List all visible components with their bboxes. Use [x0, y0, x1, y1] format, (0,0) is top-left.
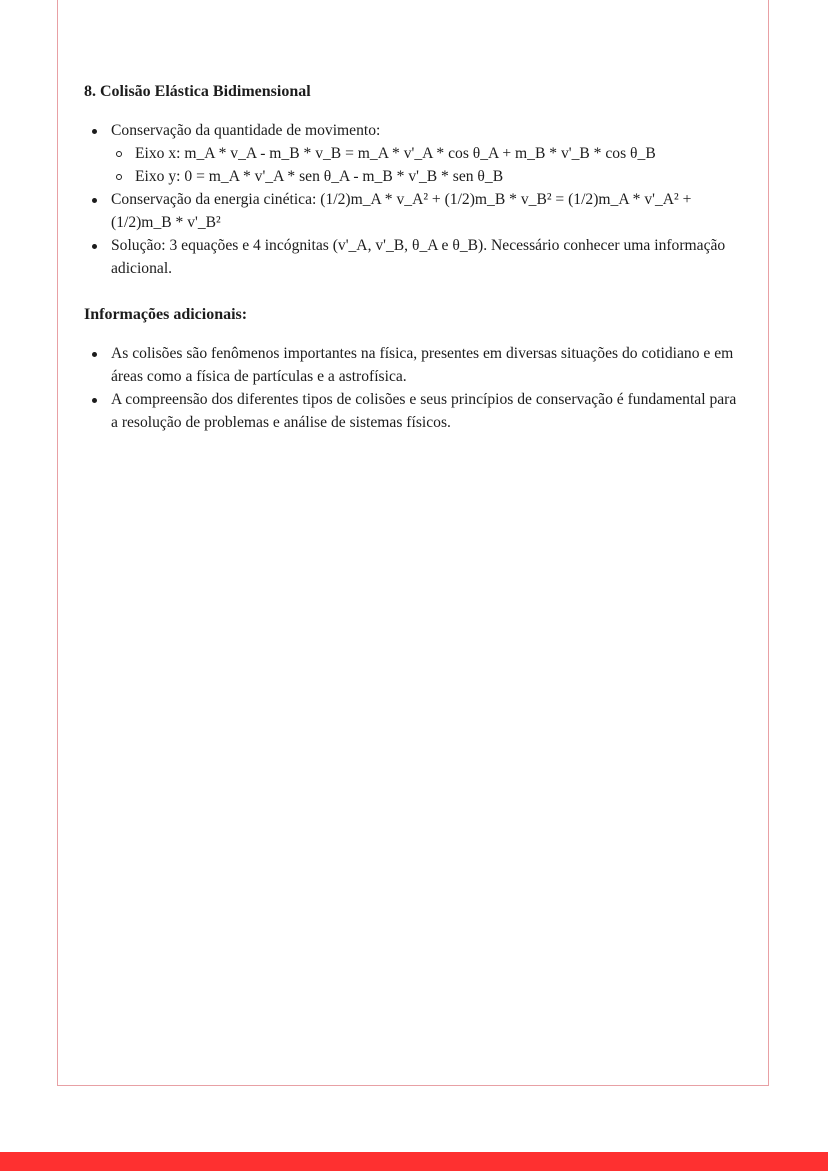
additional-bullet-list: [84, 342, 744, 434]
equation-x-axis: Eixo x: m_A * v_A - m_B * v_B = m_A * v'_A * cos θ_A + m_B * v'_B * cos θ_B: [135, 145, 656, 162]
additional-info-title: Informações adicionais:: [84, 306, 248, 323]
footer-red-bar: [0, 1152, 828, 1171]
list-item: [84, 119, 744, 188]
document-content: [84, 80, 744, 434]
sub-bullet-list: [111, 142, 744, 188]
section-title: 8. Colisão Elástica Bidimensional: [84, 83, 311, 100]
bullet-text-solution: Solução: 3 equações e 4 incógnitas (v'_A, v'_B, θ_A e θ_B). Necessário conhecer uma informação adicional.: [111, 237, 726, 277]
list-item: [84, 188, 744, 234]
equation-y-axis: Eixo y: 0 = m_A * v'_A * sen θ_A - m_B * v'_B * sen θ_B: [135, 168, 504, 185]
section-gap: [84, 280, 744, 303]
list-item: [84, 388, 744, 434]
bullet-text-momentum: Conservação da quantidade de movimento:: [111, 122, 381, 139]
bullet-text-energy: Conservação da energia cinética: (1/2)m_A * v_A² + (1/2)m_B * v_B² = (1/2)m_A * v'_A² + (1/2)m_B * v'_B²: [111, 191, 692, 231]
list-item: [84, 342, 744, 388]
list-item: [84, 234, 744, 280]
list-item: [111, 165, 744, 188]
additional-bullet-text: A compreensão dos diferentes tipos de colisões e seus princípios de conservação é fundamental para a resolução de problemas e análise de sistemas físicos.: [111, 391, 737, 431]
section-bullet-list: [84, 119, 744, 280]
additional-bullet-text: As colisões são fenômenos importantes na física, presentes em diversas situações do cotidiano e em áreas como a física de partículas e a astrofísica.: [111, 345, 734, 385]
list-item: [111, 142, 744, 165]
